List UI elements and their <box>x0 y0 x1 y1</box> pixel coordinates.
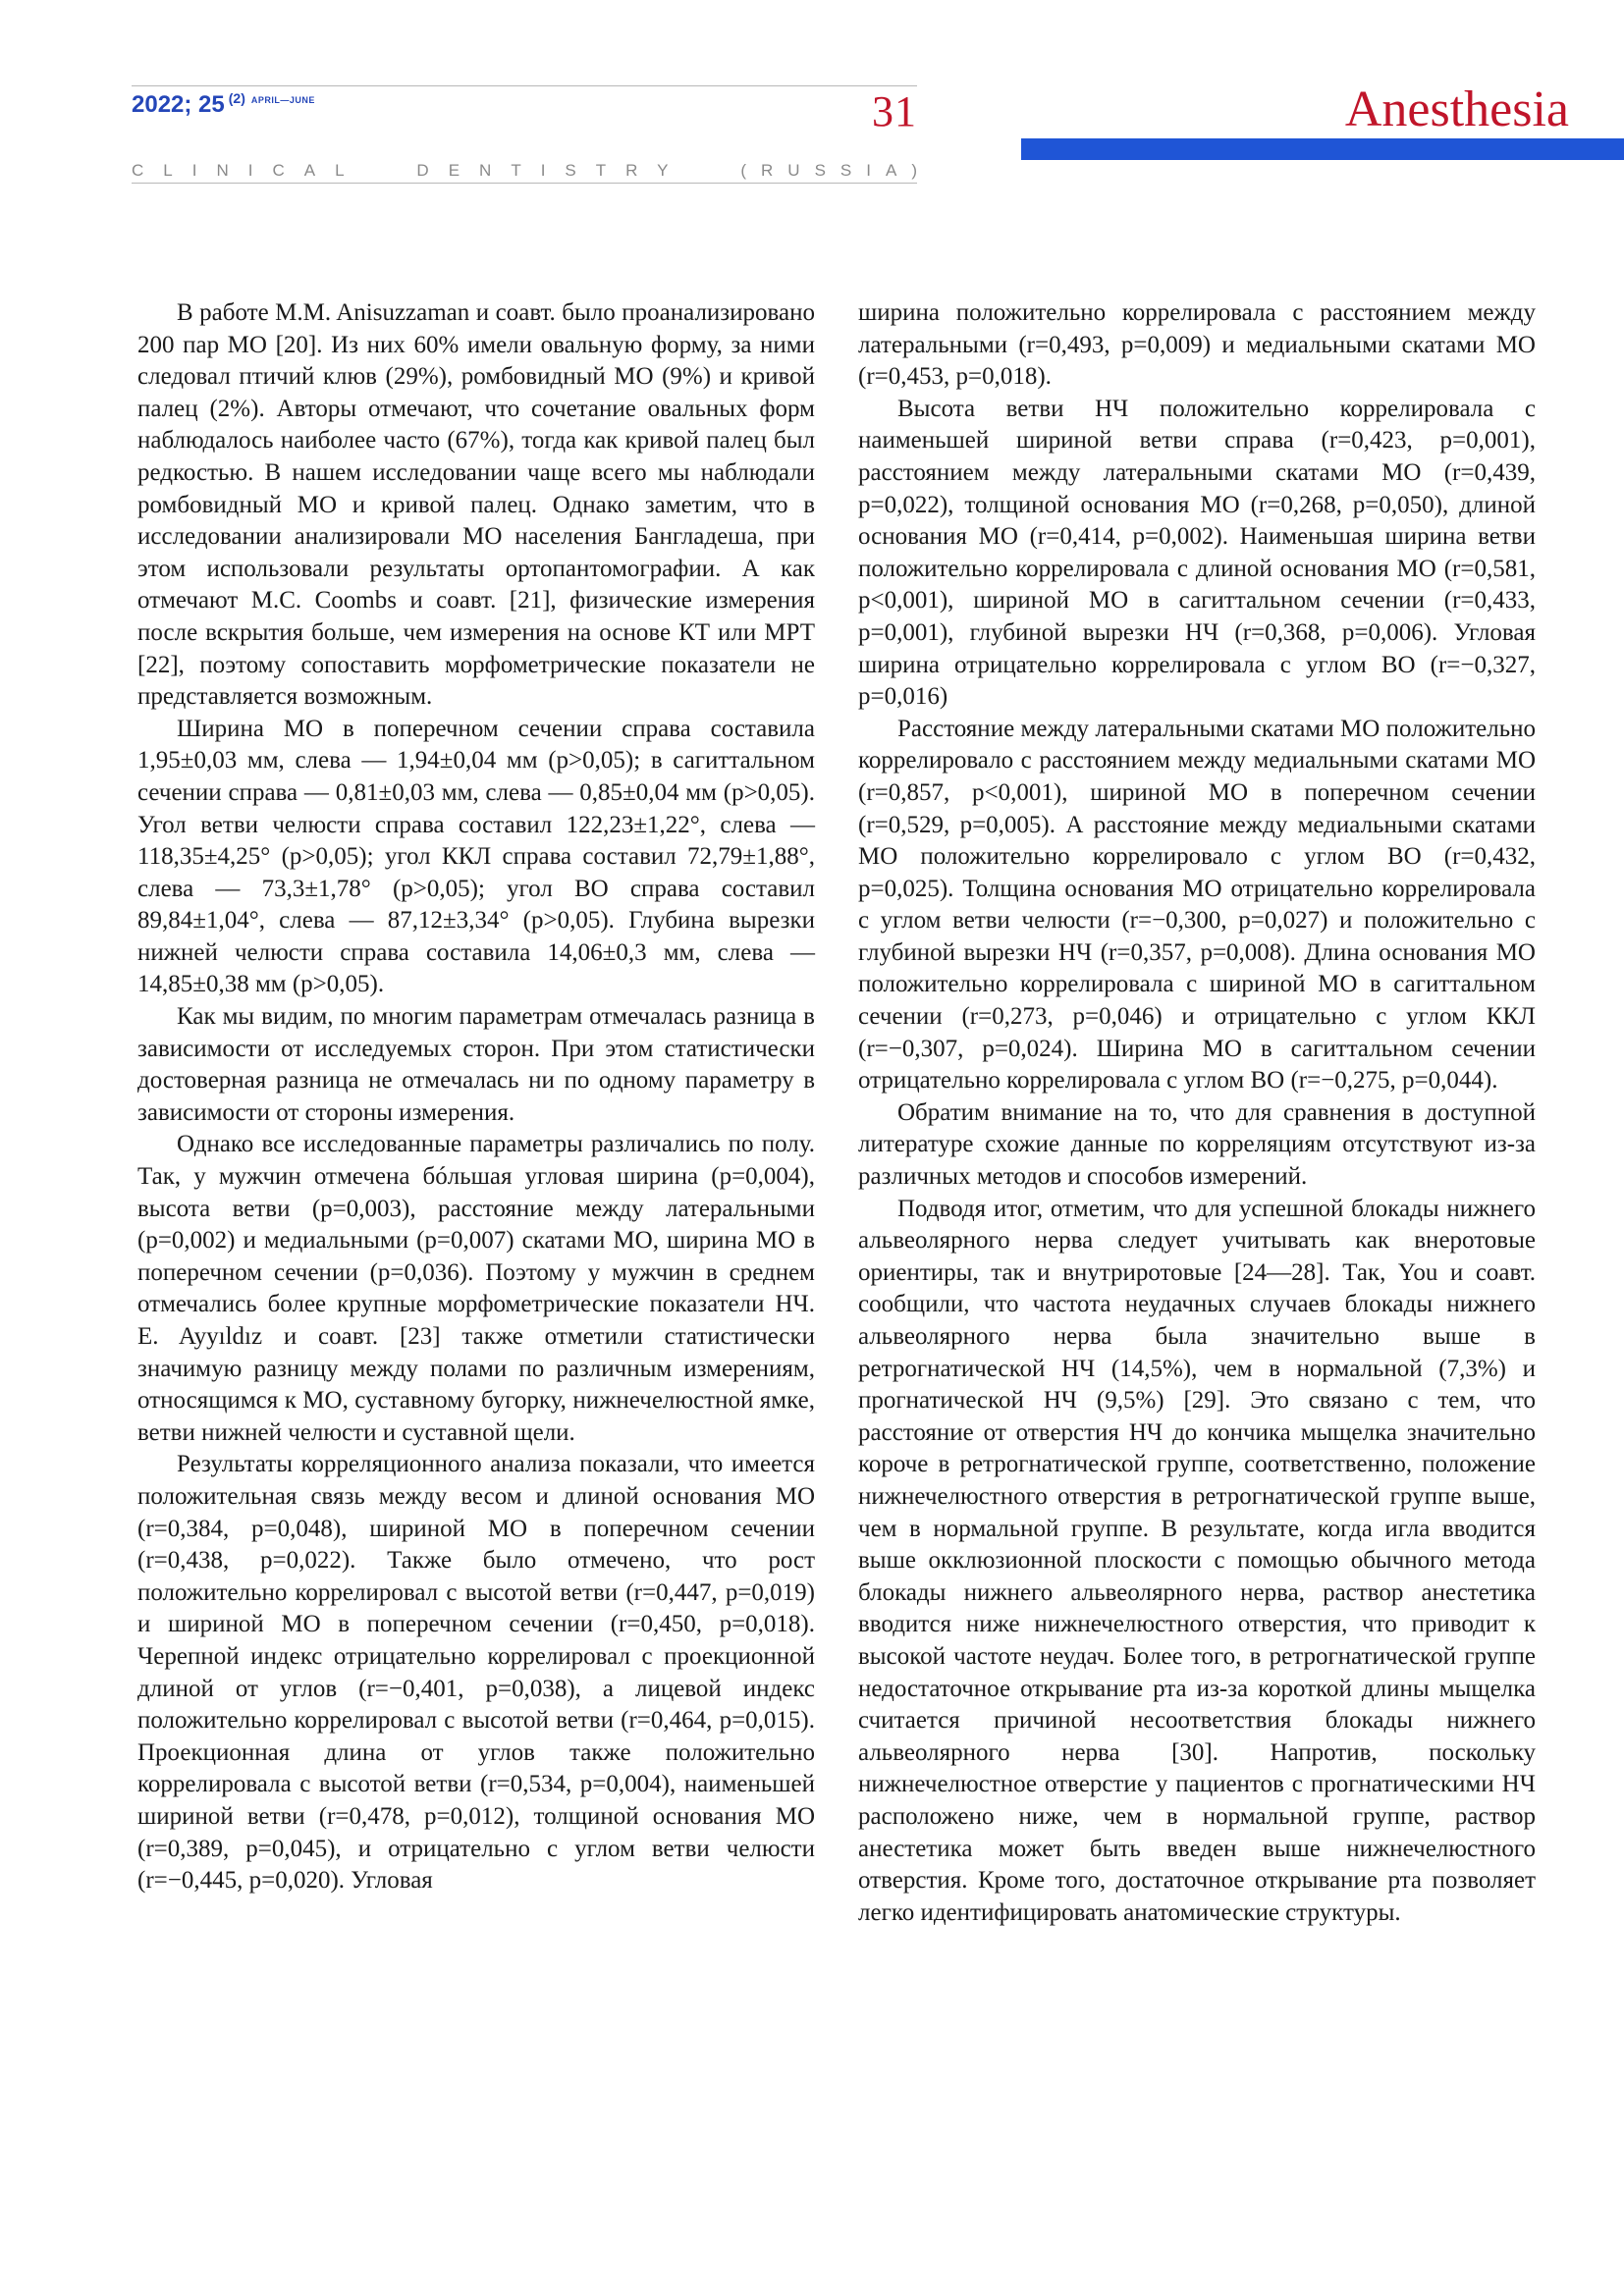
paragraph: Однако все исследованные параметры различались по полу. Так, у мужчин отмечена бóльшая угловая ширина (p=0,004), высота ветви (p=0,003), расстояние между латеральными (p=0,002) и медиальными (p=0,007) скатами МО, ширина МО в поперечном сечении (p=0,036). Поэтому у мужчин в среднем отмечались более крупные морфометрические показатели НЧ. E. Ayyıldız и соавт. [23] также отметили статистически значимую разницу между полами по различным измерениям, относящимся к МО, суставному бугорку, нижнечелюстной ямке, ветви нижней челюсти и суставной щели. <box>137 1131 815 1446</box>
paragraph: Подводя итог, отметим, что для успешной блокады нижнего альвеолярного нерва следует учитывать как внеротовые ориентиры, так и внутриротовые [24—28]. Так, You и соавт. сообщили, что частота неудачных случаев блокады нижнего альвеолярного нерва была значительно выше в ретрогнатической НЧ (14,5%), чем в нормальной (7,3%) и прогнатической НЧ (9,5%) [29]. Это связано с тем, что расстояние от отверстия НЧ до кончика мыщелка значительно короче в ретрогнатической группе, соответственно, положение нижнечелюстного отверстия в ретрогнатической группе выше, чем в нормальной группе. В результате, когда игла вводится выше окклюзионной плоскости с помощью обычного метода блокады нижнего альвеолярного нерва, раствор анестетика вводится ниже нижнечелюстного отверстия, что приводит к высокой частоте неудач. Более того, в ретрогнатической группе недостаточное открывание рта из-за короткой длины мыщелка считается причиной несоответствия блокады нижнего альвеолярного нерва [30]. Напротив, поскольку нижнечелюстное отверстие у пациентов с прогнатическими НЧ расположено ниже, чем в нормальной группе, раствор анестетика может быть введен выше нижнечелюстного отверстия. Кроме того, достаточное открывание рта позволяет легко идентифицировать анатомические структуры. <box>858 1195 1536 1926</box>
paragraph: Результаты корреляционного анализа показали, что имеется положительная связь между весом и длиной основания МО (r=0,384, p=0,048), шириной МО в поперечном сечении (r=0,438, p=0,022). Также было отмечено, что рост положительно коррелировал с высотой ветви (r=0,447, p=0,019) и шириной МО в поперечном сечении (r=0,450, p=0,018). Черепной индекс отрицательно коррелировал с проекционной длиной от углов (r=−0,401, p=0,038), а лицевой индекс положительно коррелировал с высотой ветви (r=0,464, p=0,015). Проекционная длина от углов также положительно коррелировала с высотой ветви (r=0,534, p=0,004), наименьшей шириной ветви (r=0,478, p=0,012), толщиной основания МО (r=0,389, p=0,045), и отрицательно с углом ветви челюсти (r=−0,445, p=0,020). Угловая <box>137 1451 815 1895</box>
section-accent-bar <box>1021 138 1624 160</box>
header-rule-bottom <box>132 183 917 184</box>
page-number: 31 <box>872 87 917 135</box>
journal-word-2: DENTISTRY <box>416 161 688 180</box>
year-volume: 2022; 25 <box>132 91 225 118</box>
issue-number: (2) <box>228 90 245 106</box>
header-rule-top <box>132 85 917 86</box>
journal-word-1: CLINICAL <box>132 161 364 180</box>
journal-issue-info <box>132 90 315 119</box>
paragraph-continued: ширина положительно коррелировала с расстоянием между латеральными (r=0,493, p=0,009) и медиальными скатами МО (r=0,453, p=0,018). <box>858 299 1536 391</box>
paragraph: Ширина МО в поперечном сечении справа составила 1,95±0,03 мм, слева — 1,94±0,04 мм (p>0,05); в сагиттальном сечении справа — 0,81±0,03 мм, слева — 0,85±0,04 мм (p>0,05). Угол ветви челюсти справа составил 122,23±1,22°, слева — 118,35±4,25° (p>0,05); угол ККЛ справа составил 72,79±1,88°, слева — 73,3±1,78° (p>0,05); угол ВО справа составил 89,84±1,04°, слева — 87,12±3,34° (p>0,05). Глубина вырезки нижней челюсти справа составила 14,06±0,3 мм, слева — 14,85±0,38 мм (p>0,05). <box>137 715 815 998</box>
paragraph: Как мы видим, по многим параметрам отмечалась разница в зависимости от исследуемых сторон. При этом статистически достоверная разница не отмечалась ни по одному параметру в зависимости от стороны измерения. <box>137 1003 815 1126</box>
paragraph: Расстояние между латеральными скатами МО положительно коррелировало с расстоянием между медиальными скатами МО (r=0,857, p<0,001), шириной МО в поперечном сечении (r=0,529, p=0,005). А расстояние между медиальными скатами МО положительно коррелировало с углом ВО (r=0,432, p=0,025). Толщина основания МО отрицательно коррелировала с углом ветви челюсти (r=−0,300, p=0,027) и положительно с глубиной вырезки НЧ (r=0,357, p=0,008). Длина основания МО положительно коррелировала с шириной МО в сагиттальном сечении (r=0,273, p=0,046) и отрицательно с углом ККЛ (r=−0,307, p=0,024). Ширина МО в сагиттальном сечении отрицательно коррелировала с углом ВО (r=−0,275, p=0,044). <box>858 715 1536 1095</box>
right-column <box>858 297 1536 1929</box>
issue-months: APRIL—JUNE <box>250 95 315 105</box>
paragraph: Высота ветви НЧ положительно коррелировала с наименьшей шириной ветви справа (r=0,423, p=0,001), расстоянием между латеральными скатами МО (r=0,439, p=0,022), толщиной основания МО (r=0,268, p=0,050), длиной основания МО (r=0,414, p=0,002). Наименьшая ширина ветви положительно коррелировала с длиной основания МО (r=0,581, p<0,001), шириной МО в сагиттальном сечении (r=0,433, p=0,001), глубиной вырезки НЧ (r=0,368, p=0,006). Угловая ширина отрицательно коррелировала с углом ВО (r=−0,327, p=0,016) <box>858 395 1536 711</box>
left-column <box>137 297 815 1897</box>
paragraph: Обратим внимание на то, что для сравнения в доступной литературе схожие данные по корреляциям отсутствуют из-за различных методов и способов измерений. <box>858 1098 1536 1191</box>
journal-word-3: (RUSSIA) <box>740 161 932 180</box>
paragraph: В работе M.M. Anisuzzaman и соавт. было проанализировано 200 пар МО [20]. Из них 60% имели овальную форму, за ними следовал птичий клюв (29%), ромбовидный МО (9%) и кривой палец (2%). Авторы отмечают, что сочетание овальных форм наблюдалось наиболее часто (67%), тогда как кривой палец был редкостью. В нашем исследовании чаще всего мы наблюдали ромбовидный МО и кривой палец. Однако заметим, что в исследовании анализировали МО населения Бангладеша, при этом использовали результаты ортопантомографии. А как отмечают M.C. Coombs и соавт. [21], физические измерения после вскрытия больше, чем измерения на основе КТ или МРТ [22], поэтому сопоставить морфометрические показатели не представляется возможным. <box>137 299 815 711</box>
section-title: Anesthesia <box>1344 81 1569 137</box>
journal-name <box>132 161 932 181</box>
